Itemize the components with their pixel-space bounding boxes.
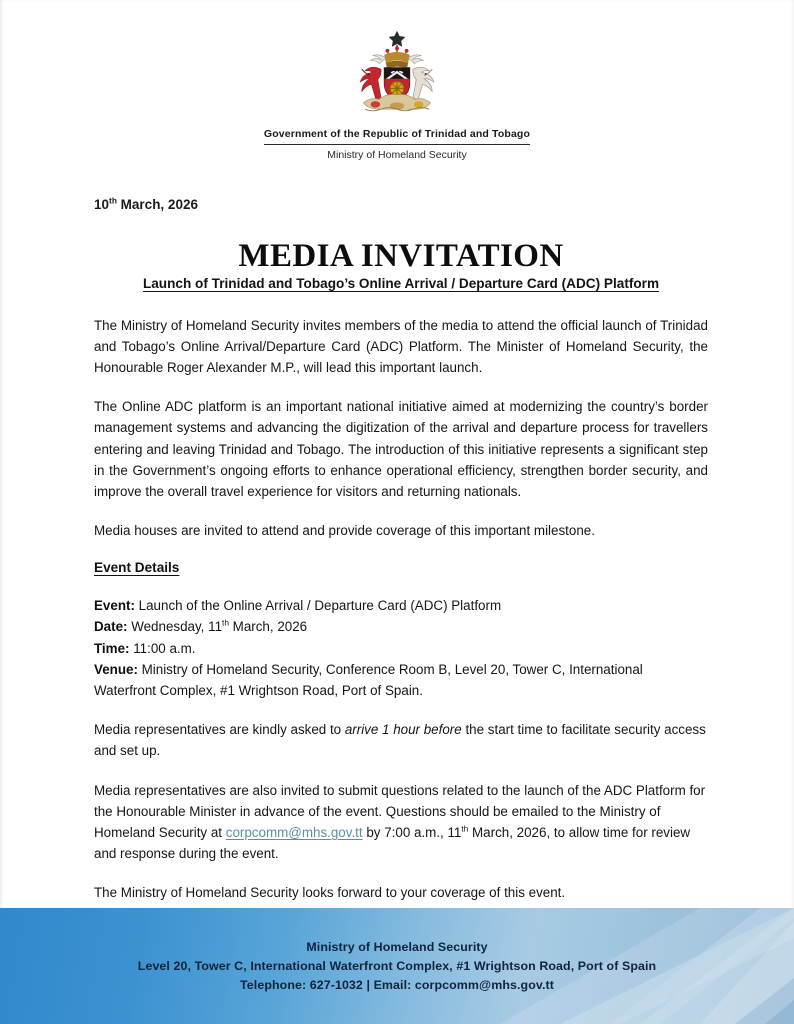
document-date-day: 10 [94,196,110,212]
footer-banner [0,908,794,1024]
time-label: Time: [94,640,130,656]
document-date-ordinal: th [109,195,117,206]
page-title: MEDIA INVITATION [238,237,564,274]
paragraph-questions-note [94,780,708,865]
paragraph-media-houses: Media houses are invited to attend and provide coverage of this important milestone. [94,523,595,539]
event-value: Launch of the Online Arrival / Departure Card (ADC) Platform [134,598,502,614]
letterhead [0,0,794,162]
paragraph-platform-overview: The Online ADC platform is an important national initiative aimed at modernizing the country’s border management systems and advancing the digitization of the arrival and departure process for travellers entering and leaving Trinidad and Tobago. The introduction of this initiative represents a significant step in the Government’s ongoing efforts to enhance operational efficiency, strengthen border security, and improve the overall travel experience for visitors and returning nationals. [94,399,708,499]
document-body [0,197,794,904]
document-date-rest: March, 2026 [116,196,198,212]
footer-line-ministry: Ministry of Homeland Security [306,940,488,954]
event-detail-date [94,616,708,637]
arrival-note-after: the start time to facilitate security access and set up. [94,722,706,759]
corpcomm-email-link[interactable]: corpcomm@mhs.gov.tt [225,824,363,840]
questions-note-before: Media representatives are also invited to submit questions related to the launch of the ADC Platform for the Honourable Minister in advance of the event. Questions should be emailed to the Ministry of Homeland Security at [94,782,706,840]
questions-note-after: March, 2026, to allow time for review and response during the event. [94,824,691,862]
event-details-heading: Event Details [94,560,180,576]
event-label: Event: [94,598,135,614]
paragraph-closing: The Ministry of Homeland Security looks forward to your coverage of this event. [94,885,566,901]
footer-text [0,908,794,995]
arrival-note-before: Media representatives are kindly asked to [94,722,345,738]
date-value-pre: Wednesday, 11 [127,619,223,635]
trinidad-tobago-coat-of-arms-icon [349,26,445,122]
venue-label: Venue: [94,661,138,677]
event-detail-event [94,595,708,616]
paragraph-arrival-note [94,719,708,761]
questions-note-ordinal: th [461,823,469,834]
footer-line-contact: Telephone: 627-1032 | Email: corpcomm@mhs.gov.tt [240,977,554,992]
event-detail-venue [94,659,708,701]
date-label: Date: [94,619,128,635]
ministry-line: Ministry of Homeland Security [327,148,467,161]
questions-note-middle: by 7:00 a.m., 11 [362,824,462,840]
footer-line-address: Level 20, Tower C, International Waterfront Complex, #1 Wrightson Road, Port of Spain [137,958,657,973]
date-value-ordinal: th [222,618,229,628]
arrival-note-emphasis: arrive 1 hour before [344,722,462,738]
government-line: Government of the Republic of Trinidad and Tobago [264,128,530,145]
document-date [94,197,708,212]
document-subtitle: Launch of Trinidad and Tobago’s Online Arrival / Departure Card (ADC) Platform [142,275,660,291]
venue-value: Ministry of Homeland Security, Conference Room B, Level 20, Tower C, International Waterfront Complex, #1 Wrightson Road, Port of Spain. [94,661,643,698]
time-value: 11:00 a.m. [129,640,196,656]
event-detail-time [94,638,708,659]
date-value-post: March, 2026 [228,619,308,635]
paragraph-intro: The Ministry of Homeland Security invites members of the media to attend the official launch of Trinidad and Tobago’s Online Arrival/Departure Card (ADC) Platform. The Minister of Homeland Security, the Honourable Roger Alexander M.P., will lead this important launch. [94,317,708,376]
